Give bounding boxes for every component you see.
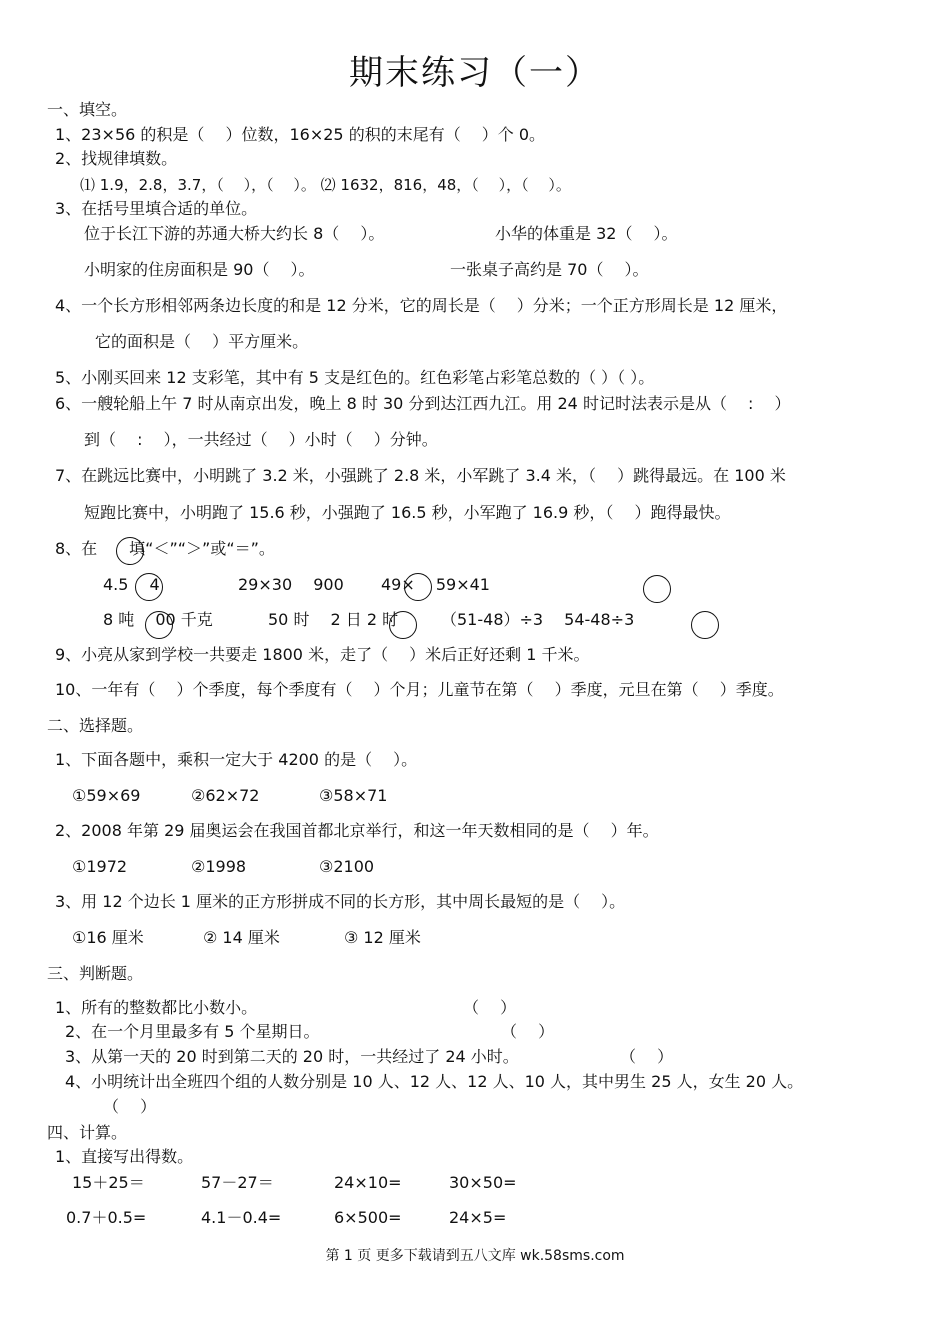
judge-answer-blank[interactable]: （ ）	[463, 998, 517, 1017]
choice-option: ②1998	[191, 857, 247, 876]
section-calc-heading: 四、计算。	[47, 1123, 128, 1142]
judge-answer-blank[interactable]: （ ）	[103, 1097, 157, 1116]
compare-item: 49× 59×41	[381, 575, 490, 594]
choice-q3: 3、用 12 个边长 1 厘米的正方形拼成不同的长方形，其中周长最短的是（ ）。	[55, 892, 626, 911]
calc-item: 24×10=	[334, 1173, 402, 1192]
fill-q1: 1、23×56 的积是（ ）位数，16×25 的积的末尾有（ ）个 0。	[55, 125, 546, 144]
fill-q3-b: 小华的体重是 32（ ）。	[495, 224, 678, 243]
answer-circle[interactable]	[116, 537, 144, 565]
compare-item: 4.5 4	[103, 575, 160, 594]
judge-q3: 3、从第一天的 20 时到第二天的 20 时，一共经过了 24 小时。	[65, 1047, 519, 1066]
answer-circle[interactable]	[691, 611, 719, 639]
fill-q2: 2、找规律填数。	[55, 149, 178, 168]
section-choice-heading: 二、选择题。	[47, 716, 144, 735]
choice-option: ①1972	[72, 857, 128, 876]
compare-item: 8 吨 00 千克	[103, 610, 213, 629]
page-footer: 第 1 页 更多下载请到五八文库 wk.58sms.com	[325, 1248, 625, 1264]
judge-q2: 2、在一个月里最多有 5 个星期日。	[65, 1022, 320, 1041]
fill-q8: 8、在 填“＜”“＞”或“＝”。	[55, 539, 275, 558]
choice-option: ①59×69	[72, 786, 141, 805]
fill-q3-a: 位于长江下游的苏通大桥大约长 8（ ）。	[84, 224, 385, 243]
compare-item: 50 时 2 日 2 时	[268, 610, 399, 629]
fill-q9: 9、小亮从家到学校一共要走 1800 米，走了（ ）米后正好还剩 1 千米。	[55, 645, 590, 664]
choice-option: ③58×71	[319, 786, 388, 805]
calc-item: 15＋25＝	[72, 1173, 145, 1192]
fill-q6-line1: 6、一艘轮船上午 7 时从南京出发，晚上 8 时 30 分到达江西九江。用 24 时记时法表示是从（ : ）	[55, 394, 791, 413]
page-title: 期末练习（一）	[349, 53, 601, 93]
calc-item: 24×5=	[449, 1208, 507, 1227]
judge-answer-blank[interactable]: （ ）	[620, 1047, 674, 1066]
choice-option: ③2100	[319, 857, 375, 876]
calc-q1: 1、直接写出得数。	[55, 1147, 194, 1166]
fill-q7-line1: 7、在跳远比赛中，小明跳了 3.2 米，小强跳了 2.8 米，小军跳了 3.4 米，（ ）跳得最远。在 100 米	[55, 466, 786, 485]
choice-option: ② 14 厘米	[203, 928, 280, 947]
judge-answer-blank[interactable]: （ ）	[501, 1022, 555, 1041]
judge-q1: 1、所有的整数都比小数小。	[55, 998, 258, 1017]
calc-item: 4.1－0.4=	[201, 1208, 282, 1227]
answer-circle[interactable]	[145, 611, 173, 639]
calc-item: 30×50=	[449, 1173, 517, 1192]
answer-circle[interactable]	[135, 573, 163, 601]
fill-q4-line2: 它的面积是（ ）平方厘米。	[95, 332, 309, 351]
section-fill-heading: 一、填空。	[47, 100, 128, 119]
section-judge-heading: 三、判断题。	[47, 964, 144, 983]
fill-q6-line2: 到（ : ），一共经过（ ）小时（ ）分钟。	[84, 430, 438, 449]
compare-item: （51-48）÷3 54-48÷3	[441, 610, 635, 629]
fill-q7-line2: 短跑比赛中，小明跑了 15.6 秒，小强跑了 16.5 秒，小军跑了 16.9 秒，（ ）跑得最快。	[84, 503, 731, 522]
calc-item: 6×500=	[334, 1208, 402, 1227]
judge-q4: 4、小明统计出全班四个组的人数分别是 10 人、12 人、12 人、10 人，其中男生 25 人，女生 20 人。	[65, 1072, 804, 1091]
calc-item: 57－27＝	[201, 1173, 274, 1192]
fill-q2-sequences: ⑴ 1.9，2.8，3.7，（ ），（ ）。 ⑵ 1632，816，48，（ ），（ ）。	[80, 176, 571, 194]
compare-item: 29×30 900	[238, 575, 344, 594]
fill-q5: 5、小刚买回来 12 支彩笔，其中有 5 支是红色的。红色彩笔占彩笔总数的（ ）（ ）。	[55, 368, 655, 387]
choice-option: ①16 厘米	[72, 928, 144, 947]
answer-circle[interactable]	[404, 573, 432, 601]
choice-option: ③ 12 厘米	[344, 928, 421, 947]
calc-item: 0.7＋0.5=	[66, 1208, 147, 1227]
choice-q2: 2、2008 年第 29 届奥运会在我国首都北京举行，和这一年天数相同的是（ ）年。	[55, 821, 659, 840]
choice-q1: 1、下面各题中，乘积一定大于 4200 的是（ ）。	[55, 750, 418, 769]
fill-q4-line1: 4、一个长方形相邻两条边长度的和是 12 分米，它的周长是（ ）分米；一个正方形周长是 12 厘米，	[55, 296, 788, 315]
fill-q10: 10、一年有（ ）个季度，每个季度有（ ）个月；儿童节在第（ ）季度，元旦在第（ ）季度。	[55, 680, 784, 699]
answer-circle[interactable]	[389, 611, 417, 639]
answer-circle[interactable]	[643, 575, 671, 603]
fill-q3: 3、在括号里填合适的单位。	[55, 199, 258, 218]
choice-option: ②62×72	[191, 786, 260, 805]
fill-q3-c: 小明家的住房面积是 90（ ）。	[84, 260, 315, 279]
fill-q3-d: 一张桌子高约是 70（ ）。	[450, 260, 649, 279]
